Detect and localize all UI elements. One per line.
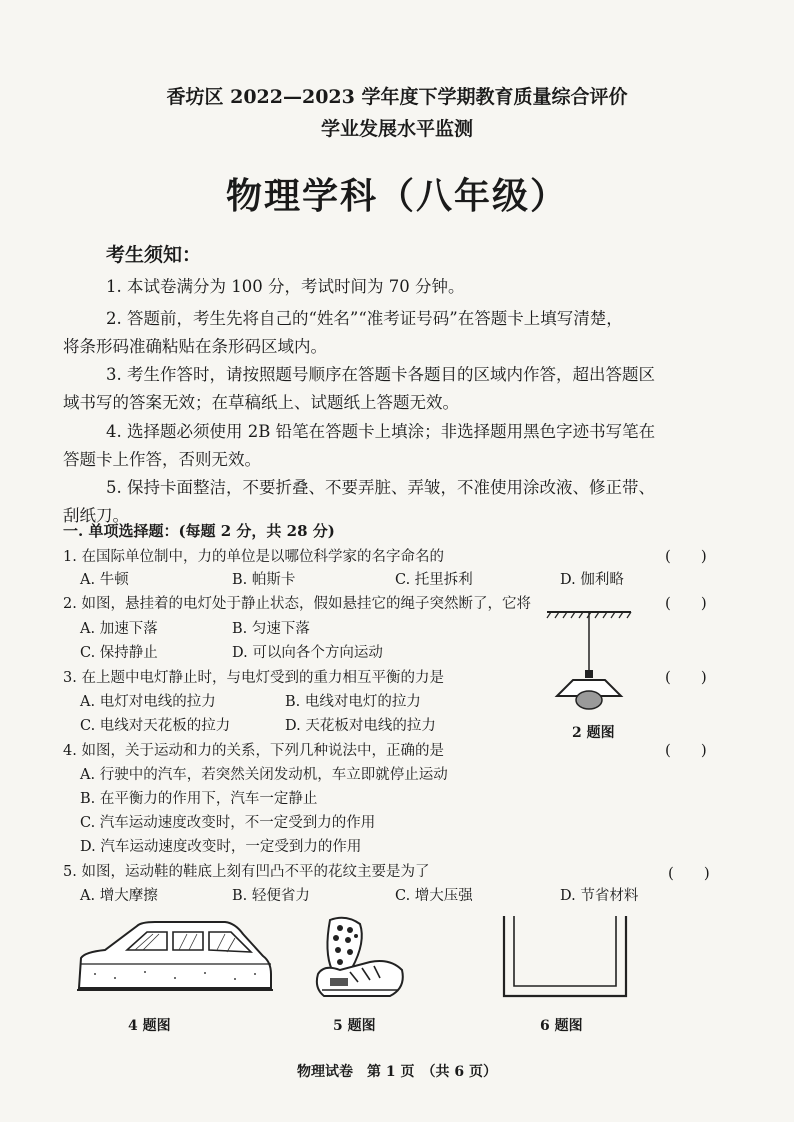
question-1-answer-paren: ( ) [665, 547, 707, 565]
question-5-option-d: D. 节省材料 [560, 888, 639, 904]
notice-line-4-cont: 答题卡上作答，否则无效。 [63, 450, 261, 469]
notice-line-4: 4. 选择题必须使用 2B 铅笔在答题卡上填涂；非选择题用黑色字迹书写笔在 [106, 422, 656, 441]
notice-line-5: 5. 保持卡面整洁，不要折叠、不要弄脏、弄皱，不准使用涂改液、修正带、 [106, 478, 655, 497]
notice-line-3: 3. 考生作答时，请按照题号顺序在答题卡各题目的区域内作答，超出答题区 [106, 365, 655, 384]
question-2-option-b: B. 匀速下落 [232, 621, 310, 637]
question-4-stem: 4. 如图，关于运动和力的关系，下列几种说法中，正确的是 [63, 743, 444, 759]
question-3-option-b: B. 电线对电灯的拉力 [285, 694, 421, 710]
question-1-option-d: D. 伽利略 [560, 572, 624, 588]
question-4-option-b: B. 在平衡力的作用下，汽车一定静止 [80, 791, 318, 807]
question-2-stem: 2. 如图，悬挂着的电灯处于静止状态，假如悬挂它的绳子突然断了，它将 [63, 596, 531, 612]
question-5-stem: 5. 如图，运动鞋的鞋底上刻有凹凸不平的花纹主要是为了 [63, 864, 430, 880]
exam-header-line2: 学业发展水平监测 [320, 118, 473, 140]
page-footer: 物理试卷 第 1 页 （共 6 页） [297, 1064, 497, 1080]
figure-4-caption: 4 题图 [128, 1018, 171, 1034]
question-5-answer-paren: ( ) [668, 864, 710, 882]
sports-shoe-figure [310, 912, 410, 1004]
section-title: 一. 单项选择题：(每题 2 分，共 28 分) [63, 522, 335, 540]
notice-line-5-cont: 刮纸刀。 [63, 506, 129, 525]
question-5-option-b: B. 轻便省力 [232, 888, 310, 904]
question-3-answer-paren: ( ) [665, 668, 707, 686]
question-2-option-d: D. 可以向各个方向运动 [232, 645, 383, 661]
question-5-option-a: A. 增大摩擦 [80, 888, 158, 904]
notice-line-1: 1. 本试卷满分为 100 分，考试时间为 70 分钟。 [106, 277, 465, 296]
question-2-answer-paren: ( ) [665, 594, 707, 612]
question-3-option-d: D. 天花板对电线的拉力 [285, 718, 436, 734]
question-5-option-c: C. 增大压强 [395, 888, 473, 904]
question-1-stem: 1. 在国际单位制中，力的单位是以哪位科学家的名字命名的 [63, 549, 444, 565]
question-3-stem: 3. 在上题中电灯静止时，与电灯受到的重力相互平衡的力是 [63, 670, 444, 686]
question-1-option-a: A. 牛顿 [80, 572, 129, 588]
question-4-option-d: D. 汽车运动速度改变时，一定受到力的作用 [80, 839, 362, 855]
notice-line-2: 2. 答题前，考生先将自己的“姓名”“准考证号码”在答题卡上填写清楚， [106, 309, 623, 328]
question-2-option-c: C. 保持静止 [80, 645, 158, 661]
figure-5-caption: 5 题图 [333, 1018, 376, 1034]
notice-line-2-cont: 将条形码准确粘贴在条形码区域内。 [63, 337, 327, 356]
question-2-option-a: A. 加速下落 [80, 621, 158, 637]
question-4-option-c: C. 汽车运动速度改变时，不一定受到力的作用 [80, 815, 376, 831]
car-figure [75, 916, 275, 998]
question-1-option-b: B. 帕斯卡 [232, 572, 296, 588]
notice-title: 考生须知： [106, 244, 202, 266]
notice-line-3-cont: 域书写的答案无效；在草稿纸上、试题纸上答题无效。 [63, 393, 459, 412]
hanging-lamp-figure [545, 608, 635, 713]
subject-title: 物理学科（八年级） [225, 175, 568, 217]
question-1-option-c: C. 托里拆利 [395, 572, 473, 588]
question-3-option-a: A. 电灯对电线的拉力 [80, 694, 216, 710]
exam-header-line1: 香坊区 2022—2023 学年度下学期教育质量综合评价 [166, 86, 628, 108]
container-figure [500, 914, 630, 1000]
figure-2-caption: 2 题图 [572, 725, 615, 741]
figure-6-caption: 6 题图 [540, 1018, 583, 1034]
question-4-option-a: A. 行驶中的汽车，若突然关闭发动机，车立即就停止运动 [80, 767, 448, 783]
question-4-answer-paren: ( ) [665, 741, 707, 759]
question-3-option-c: C. 电线对天花板的拉力 [80, 718, 231, 734]
